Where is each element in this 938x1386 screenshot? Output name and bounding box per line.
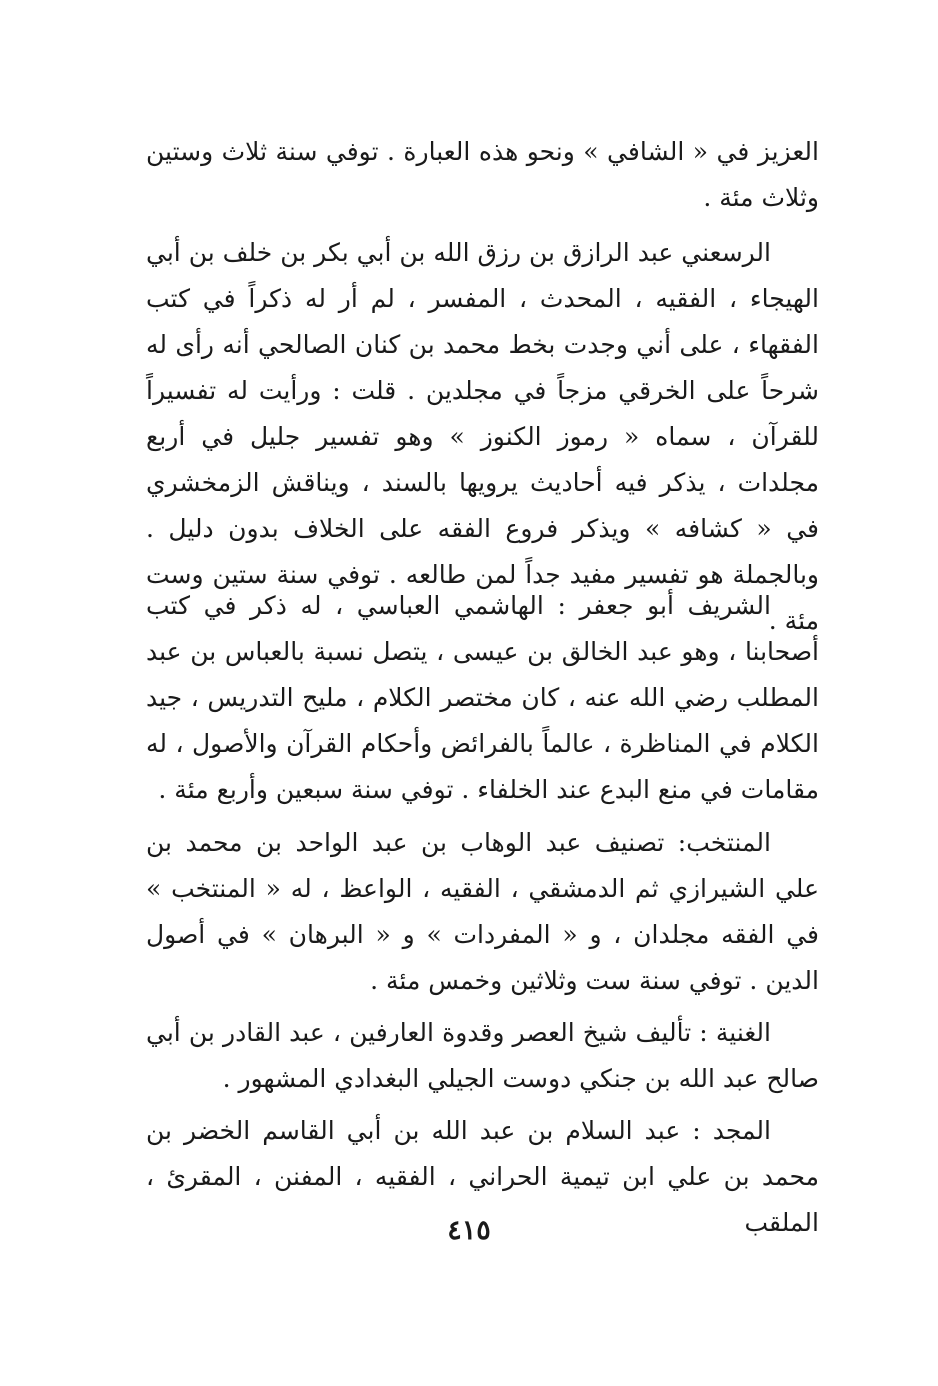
paragraph-majd: المجد : عبد السلام بن عبد الله بن أبي القاسم الخضر بن محمد بن علي ابن تيمية الحراني ، الفقيه ، المفنن ، المقرئ ، الملقب (146, 1116, 819, 1237)
page-number: ٤١٥ (447, 1215, 491, 1246)
paragraph-muntakhab: المنتخب: تصنيف عبد الوهاب بن عبد الواحد بن محمد بن علي الشيرازي ثم الدمشقي ، الفقيه ، الواعظ ، له « المنتخب » في الفقه مجلدان ، و « المفردات » و « البرهان » في أصول الدين . توفي سنة ست وثلاثين وخمس مئة . (146, 828, 819, 995)
paragraph-sharif-abu-jafar: الشريف أبو جعفر : الهاشمي العباسي ، له ذكر في كتب أصحابنا ، وهو عبد الخالق بن عيسى ، يتصل نسبة بالعباس بن عبد المطلب رضي الله عنه ، كان مختصر الكلام ، مليح التدريس ، جيد الكلام في المناظرة ، عالماً بالفرائض وأحكام القرآن والأصول ، له مقامات في منع البدع عند الخلفاء . توفي سنة سبعين وأربع مئة . (146, 591, 819, 804)
paragraph-ghunya: الغنية : تأليف شيخ العصر وقدوة العارفين ، عبد القادر بن أبي صالح عبد الله بن جنكي دوست الجيلي البغدادي المشهور . (146, 1018, 819, 1093)
paragraph-continuation: العزيز في « الشافي » ونحو هذه العبارة . توفي سنة ثلاث وستين وثلاث مئة . (146, 137, 819, 212)
paragraph-rasani: الرسعني عبد الرازق بن رزق الله بن أبي بكر بن خلف بن أبي الهيجاء ، الفقيه ، المحدث ، المفسر ، لم أر له ذكراً في كتب الفقهاء ، على أني وجدت بخط محمد بن كنان الصالحي أنه رأى له شرحاً على الخرقي مزجاً في مجلدين . قلت : ورأيت له تفسيراً للقرآن ، سماه « رموز الكنوز » وهو تفسير جليل في أربع مجلدات ، يذكر فيه أحاديث يرويها بالسند ، ويناقش الزمخشري في « كشافه » ويذكر فروع الفقه على الخلاف بدون دليل . وبالجملة هو تفسير مفيد جداً لمن طالعه . توفي سنة ستين وست مئة . (146, 238, 819, 635)
